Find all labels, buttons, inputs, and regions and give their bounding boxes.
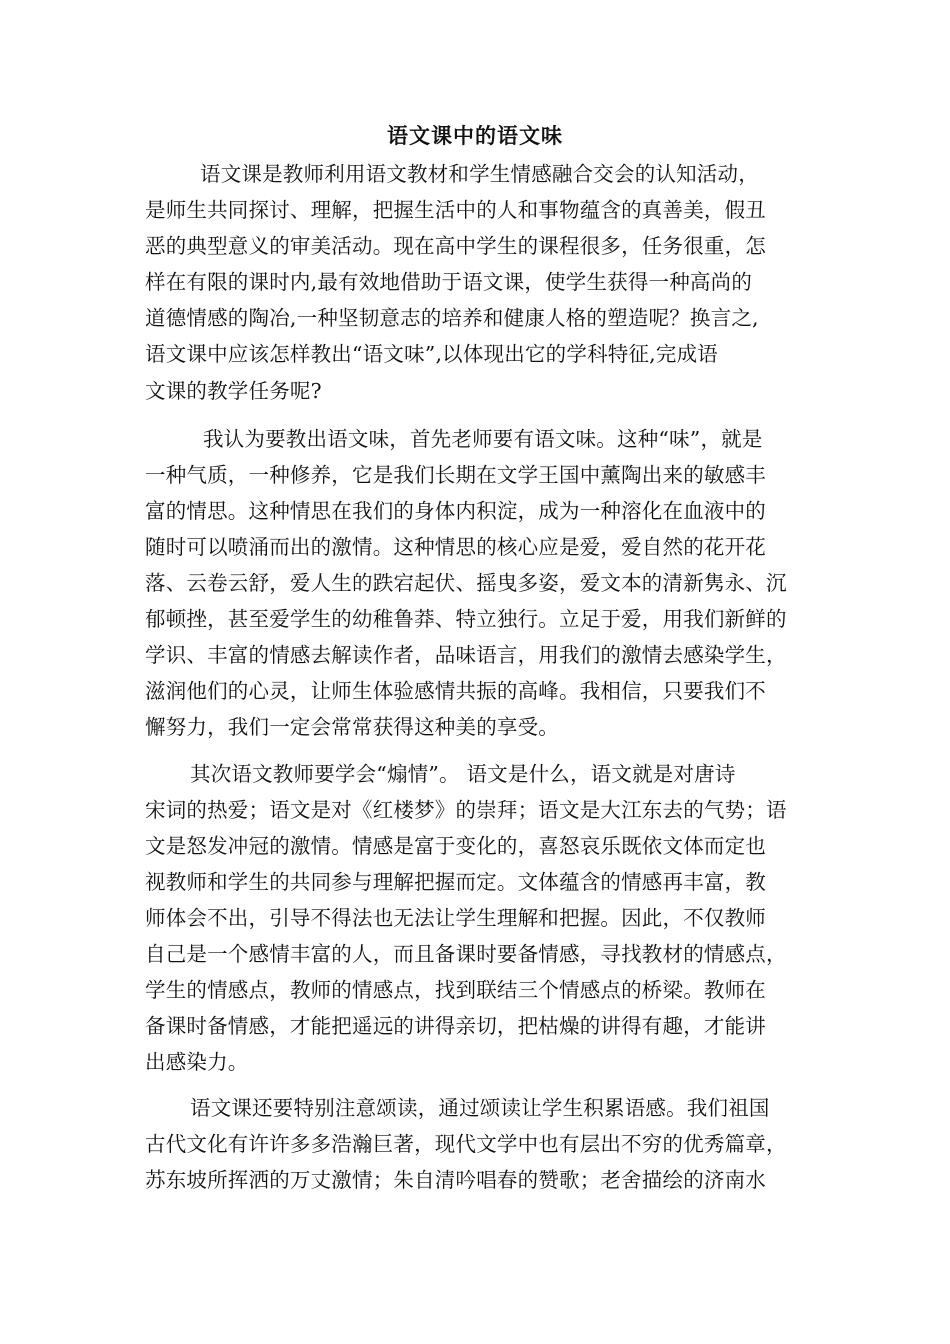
paragraph-line: 古代文化有许许多多浩瀚巨著，现代文学中也有层出不穷的优秀篇章，: [145, 1132, 787, 1156]
paragraph-line: 落、云卷云舒，爱人生的跌宕起伏、摇曳多姿，爱文本的清新隽永、沉: [145, 571, 787, 595]
paragraph-line: 道德情感的陶冶,一种坚韧意志的培养和健康人格的塑造呢？换言之,: [145, 306, 759, 330]
paragraph-line: 学生的情感点，教师的情感点，找到联结三个情感点的桥梁。教师在: [145, 978, 766, 1002]
paragraph-line: 样在有限的课时内,最有效地借助于语文课，使学生获得一种高尚的: [145, 270, 753, 294]
paragraph-line: 自己是一个感情丰富的人，而且备课时要备情感，寻找教材的情感点，: [145, 942, 787, 966]
paragraph-line: 出感染力。: [145, 1050, 249, 1074]
paragraph-line: 我认为要教出语文味，首先老师要有语文味。这种“味”，就是: [203, 427, 763, 451]
paragraph-line: 备课时备情感，才能把遥远的讲得亲切，把枯燥的讲得有趣，才能讲: [145, 1014, 766, 1038]
paragraph-line: 师体会不出，引导不得法也无法让学生理解和把握。因此，不仅教师: [145, 906, 766, 930]
paragraph-line: 视教师和学生的共同参与理解把握而定。文体蕴含的情感再丰富，教: [145, 870, 766, 894]
paragraph-line: 富的情思。这种情思在我们的身体内积淀，成为一种溶化在血液中的: [145, 499, 766, 523]
paragraph-line: 一种气质，一种修养，它是我们长期在文学王国中薰陶出来的敏感丰: [145, 463, 766, 487]
paragraph-line: 语文课是教师利用语文教材和学生情感融合交会的认知活动，: [200, 162, 759, 186]
paragraph-line: 恶的典型意义的审美活动。现在高中学生的课程很多，任务很重，怎: [145, 234, 766, 258]
paragraph-line: 其次语文教师要学会“煽情”。 语文是什么，语文就是对唐诗: [190, 762, 736, 786]
paragraph-line: 宋词的热爱；语文是对《红楼梦》的崇拜；语文是大江东去的气势；语: [145, 798, 787, 822]
paragraph-line: 随时可以喷涌而出的激情。这种情思的核心应是爱，爱自然的花开花: [145, 535, 766, 559]
paragraph-line: 学识、丰富的情感去解读作者，品味语言，用我们的激情去感染学生，: [145, 643, 787, 667]
paragraph-line: 郁顿挫，甚至爱学生的幼稚鲁莽、特立独行。立足于爱，用我们新鲜的: [145, 607, 787, 631]
paragraph-line: 文课的教学任务呢?: [145, 379, 322, 403]
paragraph-line: 懈努力，我们一定会常常获得这种美的享受。: [145, 715, 559, 739]
document-title: 语文课中的语文味: [387, 123, 563, 148]
paragraph-line: 语文课还要特别注意颂读，通过颂读让学生积累语感。我们祖国: [190, 1096, 770, 1120]
paragraph-line: 是师生共同探讨、理解，把握生活中的人和事物蕴含的真善美，假丑: [145, 198, 766, 222]
paragraph-line: 语文课中应该怎样教出“语文味”,以体现出它的学科特征,完成语: [145, 342, 718, 366]
paragraph-line: 滋润他们的心灵，让师生体验感情共振的高峰。我相信，只要我们不: [145, 679, 766, 703]
paragraph-line: 苏东坡所挥洒的万丈激情；朱自清吟唱春的赞歌；老舍描绘的济南水: [145, 1168, 766, 1192]
paragraph-line: 文是怒发冲冠的激情。情感是富于变化的，喜怒哀乐既依文体而定也: [145, 834, 766, 858]
